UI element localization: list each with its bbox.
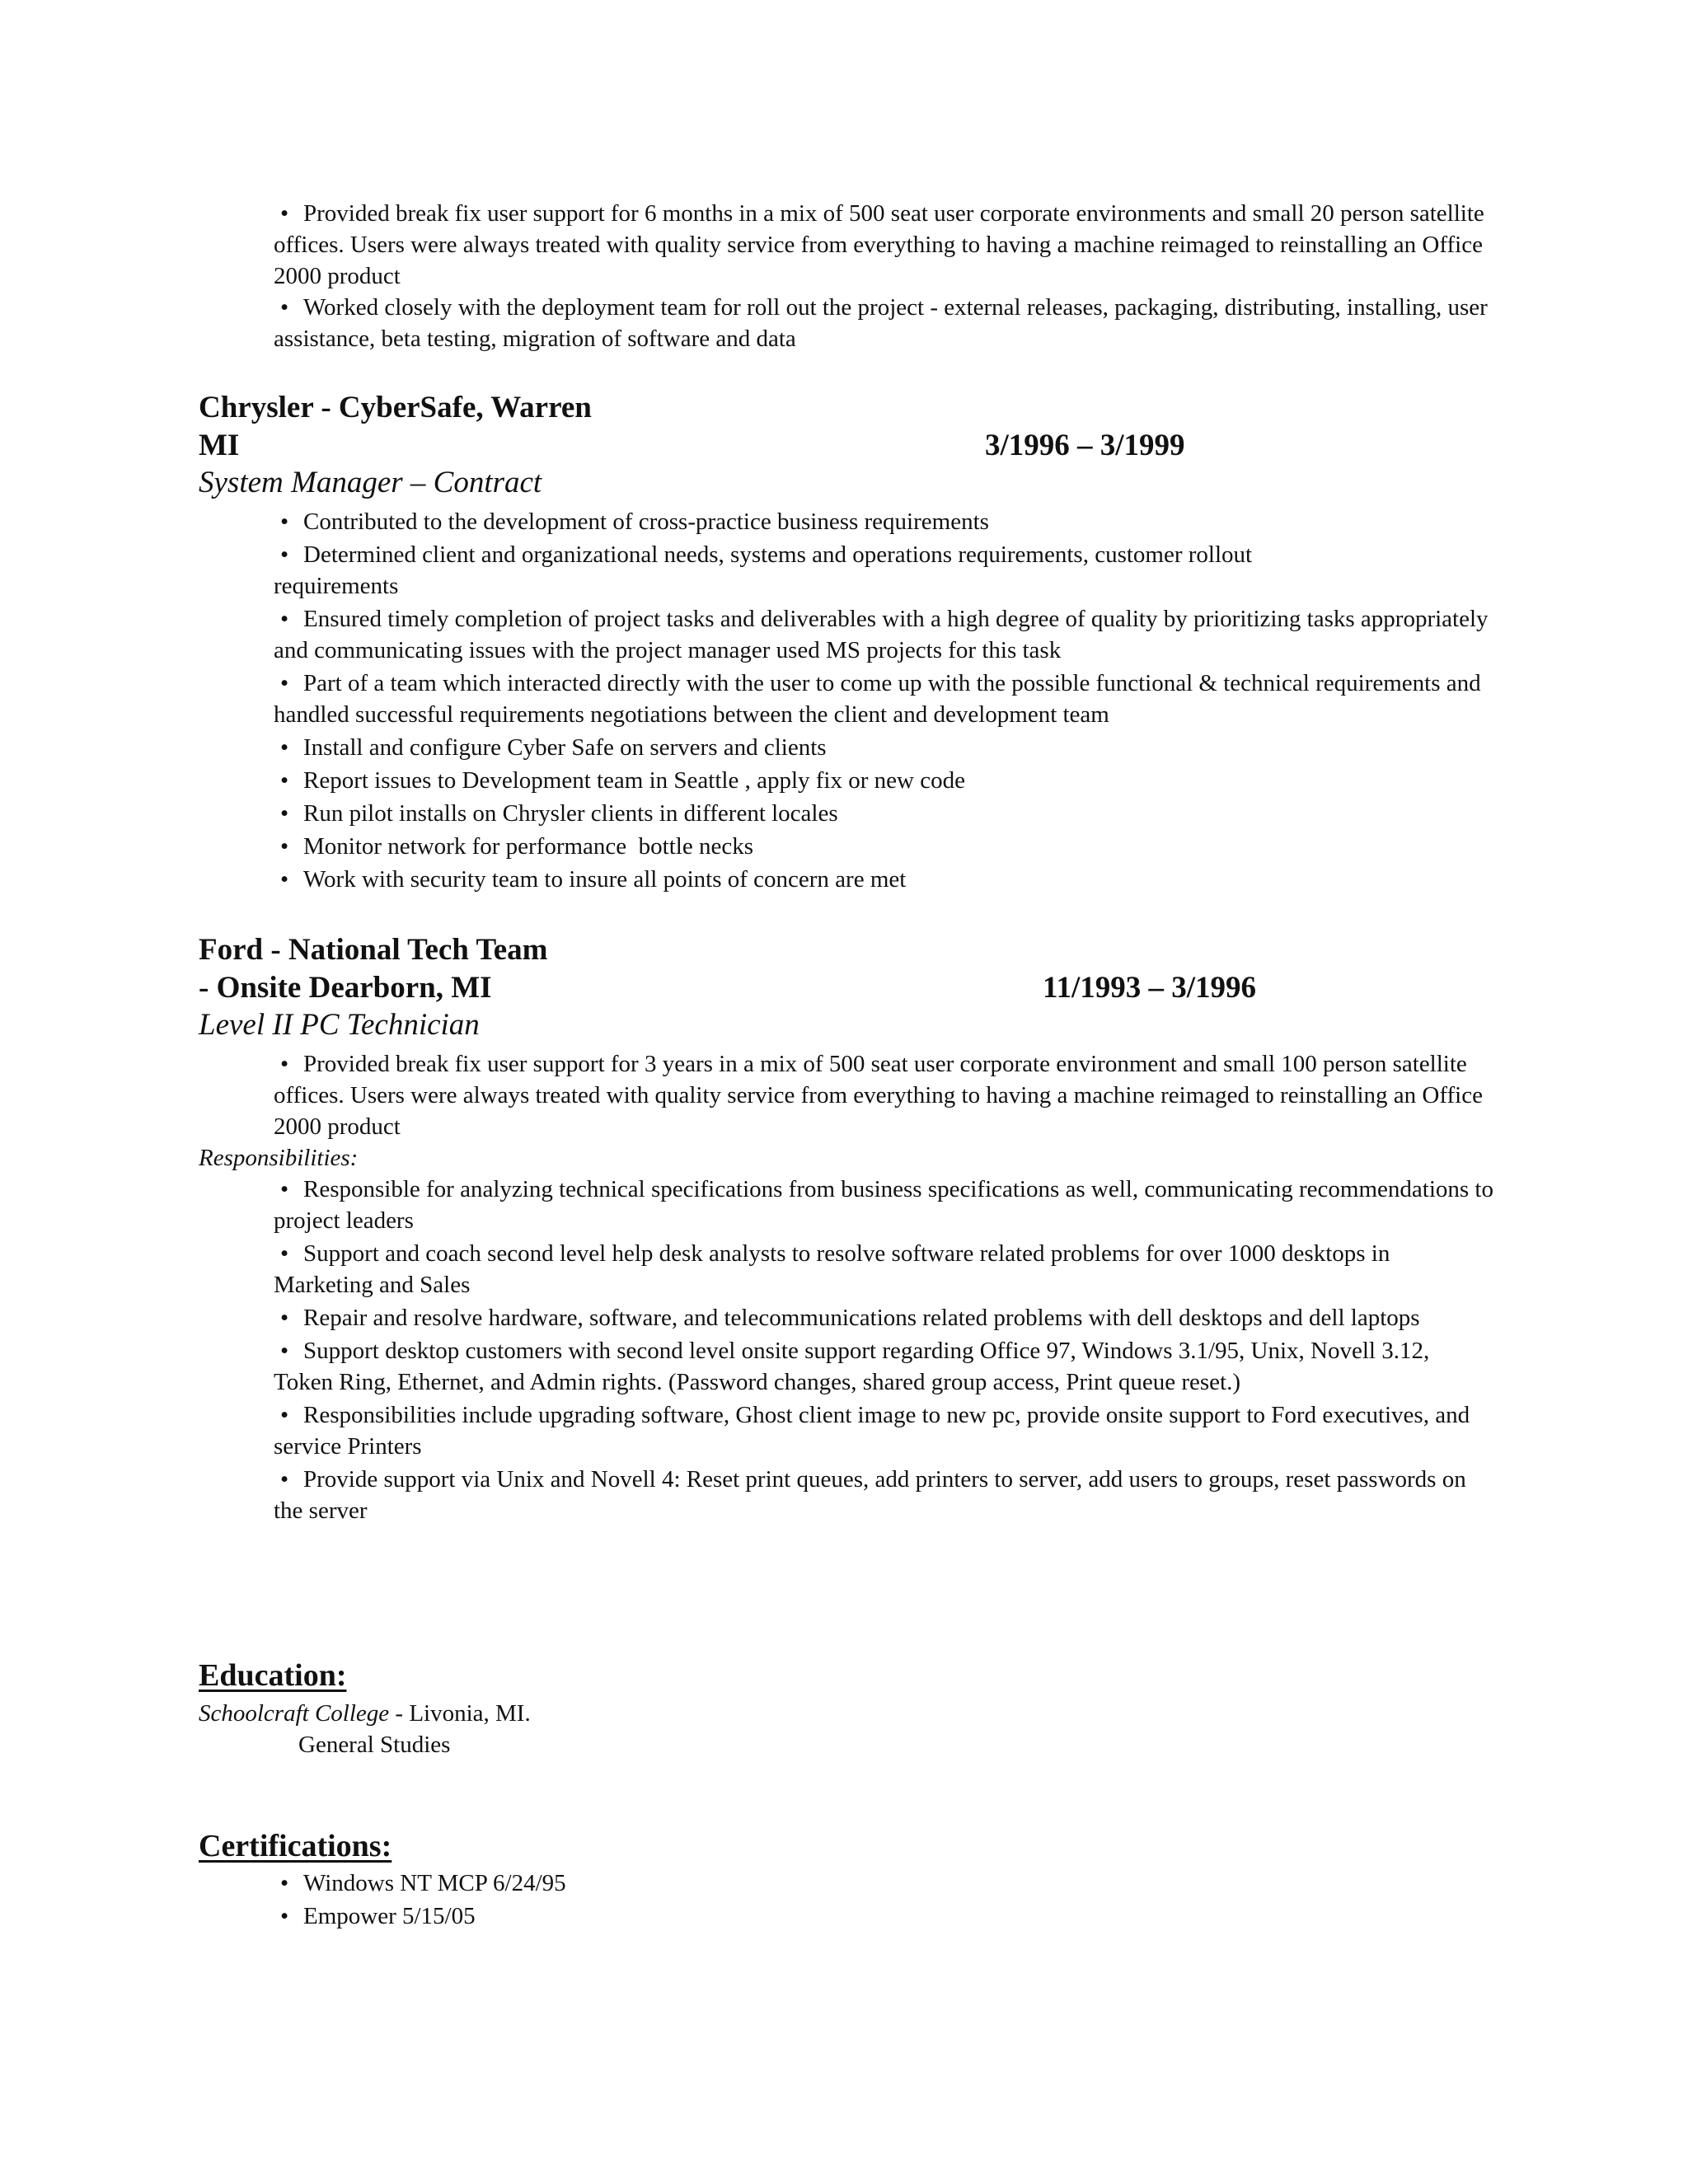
education-school-line bbox=[199, 1698, 531, 1729]
bullet-icon: • bbox=[280, 509, 289, 535]
employment-dates: 11/1993 – 3/1996 bbox=[1043, 971, 1257, 1005]
list-item: • Repair and resolve hardware, software, and telecommunications related problems with dell desktops and dell laptops bbox=[274, 1302, 1493, 1333]
list-item: • Responsibilities include upgrading software, Ghost client image to new pc, provide onsite support to Ford executives, and service Printers bbox=[274, 1399, 1493, 1462]
responsibilities-label: Responsibilities: bbox=[199, 1145, 359, 1171]
bullet-icon: • bbox=[280, 1402, 289, 1428]
job-bullet-list bbox=[274, 1048, 1493, 1144]
list-item: • Windows NT MCP 6/24/95 bbox=[274, 1868, 1493, 1899]
school-location: - Livonia, MI. bbox=[389, 1700, 531, 1727]
company-name: Ford - National Tech Team bbox=[199, 933, 548, 967]
bullet-icon: • bbox=[280, 200, 289, 227]
list-item: • Provide support via Unix and Novell 4: Reset print queues, add printers to server, add users to groups, reset passwords on the server bbox=[274, 1464, 1493, 1526]
bullet-icon: • bbox=[280, 1240, 289, 1267]
bullet-icon: • bbox=[280, 833, 289, 860]
list-item: • Part of a team which interacted directly with the user to come up with the possible functional & technical requirements and handled successful requirements negotiations between the client and development team bbox=[274, 668, 1493, 730]
bullet-icon: • bbox=[280, 1176, 289, 1202]
education-heading: Education: bbox=[199, 1658, 347, 1693]
list-item: • Contributed to the development of cross-practice business requirements bbox=[274, 506, 1493, 537]
list-item: • Monitor network for performance bottle necks bbox=[274, 831, 1493, 862]
company-name: Chrysler - CyberSafe, Warren bbox=[199, 391, 592, 424]
list-item: • Provided break fix user support for 3 years in a mix of 500 seat user corporate environment and small 100 person satellite offices. Users were always treated with quality service from everything to having a machine reimaged to reinstalling an Office 2000 product bbox=[274, 1048, 1493, 1142]
list-item: • Responsible for analyzing technical specifications from business specifications as well, communicating recommendations to project leaders bbox=[274, 1174, 1493, 1236]
list-item: • Install and configure Cyber Safe on servers and clients bbox=[274, 732, 1493, 763]
list-item: • Support desktop customers with second level onsite support regarding Office 97, Windows 3.1/95, Unix, Novell 3.12, Token Ring, Ethernet, and Admin rights. (Password changes, shared group access, Print queue reset.) bbox=[274, 1335, 1493, 1398]
responsibilities-list bbox=[274, 1174, 1493, 1528]
education-program: General Studies bbox=[298, 1732, 451, 1758]
bullet-icon: • bbox=[280, 670, 289, 696]
job-title: Level II PC Technician bbox=[199, 1008, 480, 1042]
list-item: • Support and coach second level help desk analysts to resolve software related problems for over 1000 desktops in Marketing and Sales bbox=[274, 1238, 1493, 1301]
bullet-icon: • bbox=[280, 541, 289, 568]
bullet-icon: • bbox=[280, 1051, 289, 1077]
company-location: - Onsite Dearborn, MI bbox=[199, 971, 492, 1005]
list-item: • Ensured timely completion of project tasks and deliverables with a high degree of quality by prioritizing tasks appropriately and communicating issues with the project manager used MS projects for this task bbox=[274, 603, 1493, 666]
bullet-icon: • bbox=[280, 1466, 289, 1493]
list-item: • Empower 5/15/05 bbox=[274, 1900, 1493, 1932]
list-item: • Provided break fix user support for 6 months in a mix of 500 seat user corporate environments and small 20 person satellite offices. Users were always treated with quality service from everything to having a machine reimaged to reinstalling an Office 2000 product bbox=[274, 198, 1493, 292]
bullet-icon: • bbox=[280, 767, 289, 794]
list-item: • Work with security team to insure all points of concern are met bbox=[274, 864, 1493, 895]
employment-dates: 3/1996 – 3/1999 bbox=[985, 429, 1185, 462]
bullet-icon: • bbox=[280, 866, 289, 893]
job-title: System Manager – Contract bbox=[199, 466, 542, 499]
job-bullet-list bbox=[274, 506, 1493, 897]
company-location: MI bbox=[199, 429, 240, 462]
list-item: • Determined client and organizational needs, systems and operations requirements, customer rollout requirements bbox=[274, 539, 1493, 602]
top-bullet-list bbox=[274, 198, 1493, 356]
list-item: • Worked closely with the deployment team for roll out the project - external releases, packaging, distributing, installing, user assistance, beta testing, migration of software and data bbox=[274, 292, 1493, 354]
bullet-icon: • bbox=[280, 606, 289, 632]
list-item: • Run pilot installs on Chrysler clients in different locales bbox=[274, 798, 1493, 829]
bullet-icon: • bbox=[280, 800, 289, 827]
bullet-icon: • bbox=[280, 1305, 289, 1331]
bullet-icon: • bbox=[280, 1338, 289, 1364]
bullet-icon: • bbox=[280, 1903, 289, 1929]
certifications-heading: Certifications: bbox=[199, 1829, 392, 1863]
certifications-list bbox=[274, 1868, 1493, 1933]
bullet-icon: • bbox=[280, 294, 289, 321]
list-item: • Report issues to Development team in Seattle , apply fix or new code bbox=[274, 765, 1493, 796]
bullet-icon: • bbox=[280, 734, 289, 761]
bullet-icon: • bbox=[280, 1870, 289, 1896]
school-name: Schoolcraft College bbox=[199, 1700, 390, 1727]
